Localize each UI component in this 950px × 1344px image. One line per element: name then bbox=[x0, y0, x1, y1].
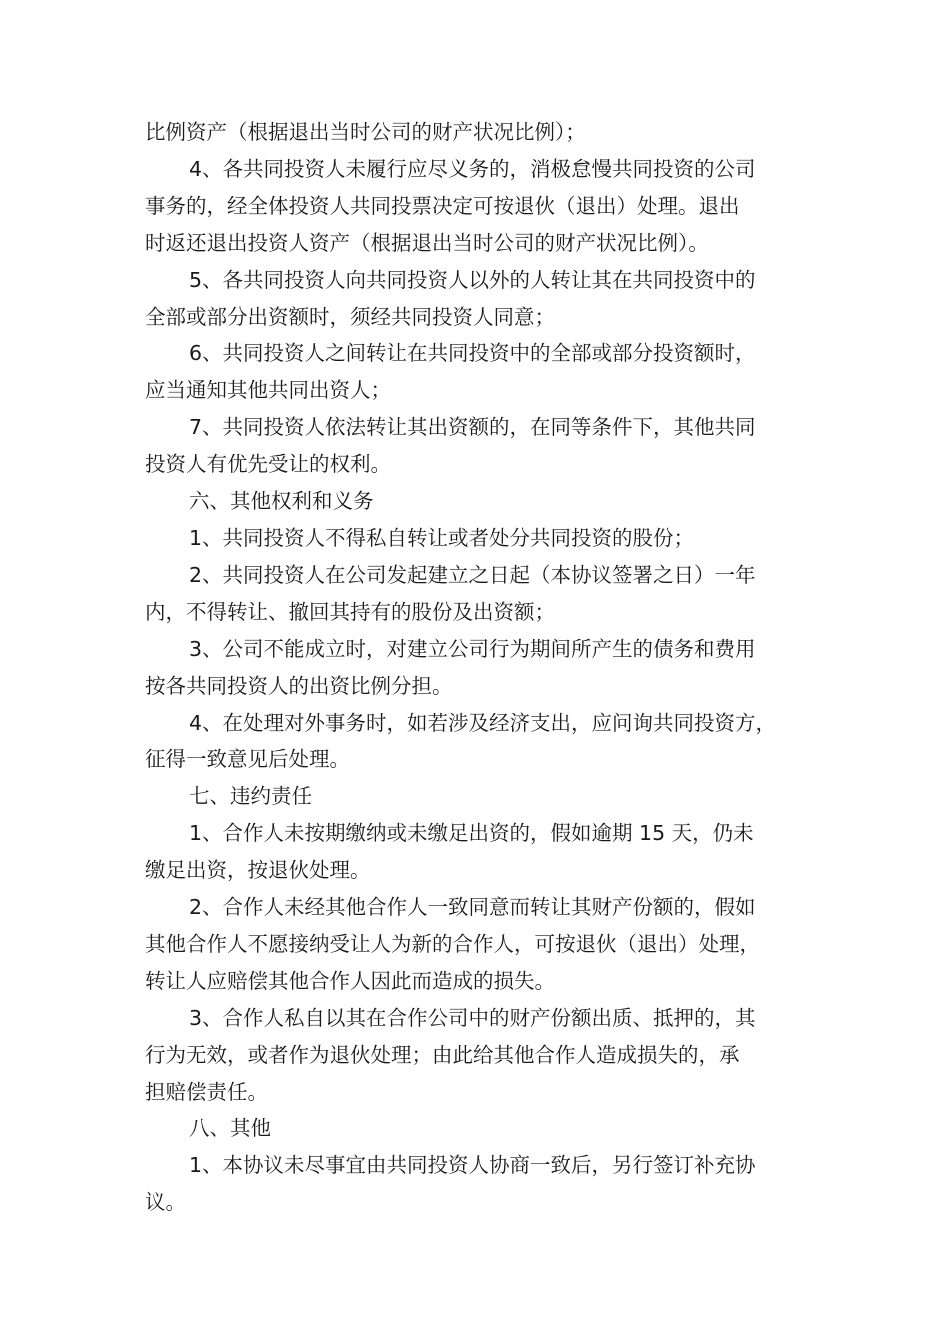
text-line: 事务的，经全体投资人共同投票决定可按退伙（退出）处理。退出 bbox=[145, 193, 740, 218]
text-line: 3、公司不能成立时，对建立公司行为期间所产生的债务和费用 bbox=[189, 636, 756, 661]
text-line: 议。 bbox=[145, 1190, 186, 1215]
section-heading: 七、违约责任 bbox=[189, 784, 312, 809]
text-line: 2、合作人未经其他合作人一致同意而转让其财产份额的，假如 bbox=[189, 895, 756, 920]
text-line: 投资人有优先受让的权利。 bbox=[145, 452, 391, 477]
text-line: 征得一致意见后处理。 bbox=[145, 747, 350, 772]
text-line: 内，不得转让、撤回其持有的股份及出资额； bbox=[145, 599, 555, 624]
text-line: 2、共同投资人在公司发起建立之日起（本协议签署之日）一年 bbox=[189, 562, 756, 587]
text-line: 1、共同投资人不得私自转让或者处分共同投资的股份； bbox=[189, 525, 695, 550]
text-line: 缴足出资，按退伙处理。 bbox=[145, 858, 371, 883]
text-line: 时返还退出投资人资产（根据退出当时公司的财产状况比例）。 bbox=[145, 230, 709, 255]
text-line: 6、共同投资人之间转让在共同投资中的全部或部分投资额时， bbox=[189, 341, 756, 366]
text-line: 行为无效，或者作为退伙处理；由此给其他合作人造成损失的，承 bbox=[145, 1042, 740, 1067]
text-line: 按各共同投资人的出资比例分担。 bbox=[145, 673, 453, 698]
text-line: 4、在处理对外事务时，如若涉及经济支出，应问询共同投资方， bbox=[189, 710, 777, 735]
text-line: 1、本协议未尽事宜由共同投资人协商一致后，另行签订补充协 bbox=[189, 1153, 756, 1178]
text-line: 全部或部分出资额时，须经共同投资人同意； bbox=[145, 304, 555, 329]
text-line: 比例资产（根据退出当时公司的财产状况比例）； bbox=[145, 120, 586, 144]
text-line: 3、合作人私自以其在合作公司中的财产份额出质、抵押的，其 bbox=[189, 1005, 756, 1030]
text-line: 4、各共同投资人未履行应尽义务的，消极怠慢共同投资的公司 bbox=[189, 156, 756, 181]
document-body bbox=[145, 114, 815, 1221]
section-heading: 六、其他权利和义务 bbox=[189, 489, 374, 514]
section-heading: 八、其他 bbox=[189, 1116, 271, 1141]
text-line: 7、共同投资人依法转让其出资额的，在同等条件下，其他共同 bbox=[189, 415, 756, 440]
text-line: 其他合作人不愿接纳受让人为新的合作人，可按退伙（退出）处理， bbox=[145, 931, 760, 956]
text-line: 应当通知其他共同出资人； bbox=[145, 378, 391, 403]
text-line: 担赔偿责任。 bbox=[145, 1079, 268, 1104]
text-line: 1、合作人未按期缴纳或未缴足出资的，假如逾期 15 天，仍未 bbox=[189, 821, 754, 846]
text-line: 转让人应赔偿其他合作人因此而造成的损失。 bbox=[145, 968, 555, 993]
text-line: 5、各共同投资人向共同投资人以外的人转让其在共同投资中的 bbox=[189, 267, 756, 292]
